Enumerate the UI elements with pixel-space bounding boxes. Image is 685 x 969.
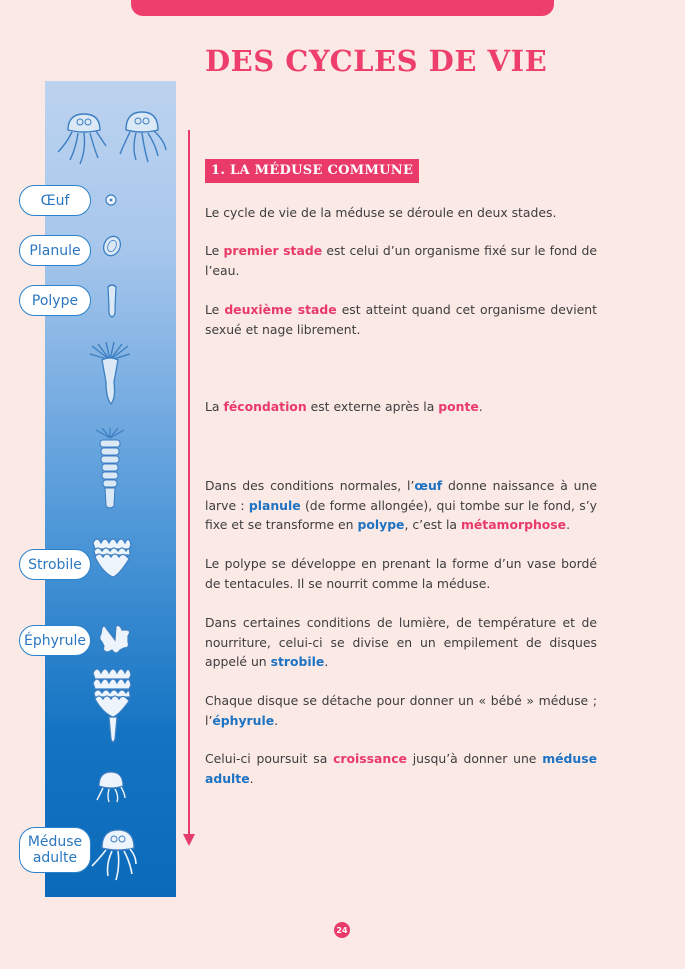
egg-icon [104,193,118,207]
early-strobila-icon [92,428,128,512]
ephyra-icon [98,624,132,656]
adult-jellyfish-icon [114,106,170,164]
paragraph-5: Dans des conditions normales, l’œuf donne naissance à une larve : planule (de forme allongée), qui tombe sur le fond, s’y fixe et se transforme en polype, c’est la métamorphose. [205,478,597,532]
stage-label-ephyrule: Éphyrule [19,625,91,656]
planula-icon [101,234,123,258]
mature-strobila-icon [89,665,135,747]
paragraph-9: Celui-ci poursuit sa croissance jusqu’à donner une méduse adulte. [205,751,597,786]
paragraph-8: Chaque disque se détache pour donner un « bébé » méduse ; l’éphyrule. [205,693,597,728]
paragraph-3: Le deuxième stade est atteint quand cet organisme devient sexué et nage librement. [205,302,597,337]
label-line-2: adulte [32,850,78,866]
section-heading: 1. LA MÉDUSE COMMUNE [205,159,419,183]
stage-label-polype: Polype [19,285,91,316]
juvenile-jellyfish-icon [95,770,127,804]
stage-label-planule: Planule [19,235,91,266]
stage-label-oeuf: Œuf [19,185,91,216]
top-tab [131,0,554,16]
paragraph-4: La fécondation est externe après la ponte. [205,399,483,414]
polyp-icon [103,283,121,319]
page-number: 24 [334,922,350,938]
strobila-icon [89,535,135,585]
stage-label-meduse-adulte [19,827,91,873]
stage-label-strobile: Strobile [19,549,91,580]
paragraph-2: Le premier stade est celui d’un organisme fixé sur le fond de l’eau. [205,243,597,278]
cycle-arrow-line [188,130,190,836]
label-line-1: Méduse [27,834,83,850]
page-title: DES CYCLES DE VIE [205,44,548,78]
paragraph-6: Le polype se développe en prenant la forme d’un vase bordé de tentacules. Il se nourrit comme la méduse. [205,556,597,591]
adult-jellyfish-icon [54,108,110,166]
paragraph-7: Dans certaines conditions de lumière, de température et de nourriture, celui-ci se divise en un empilement de disques appelé un strobile. [205,615,597,669]
cycle-arrow-head [183,834,195,846]
paragraph-1: Le cycle de vie de la méduse se déroule en deux stades. [205,205,557,220]
adult-jellyfish-icon [88,826,138,882]
tentacled-polyp-icon [86,342,134,406]
